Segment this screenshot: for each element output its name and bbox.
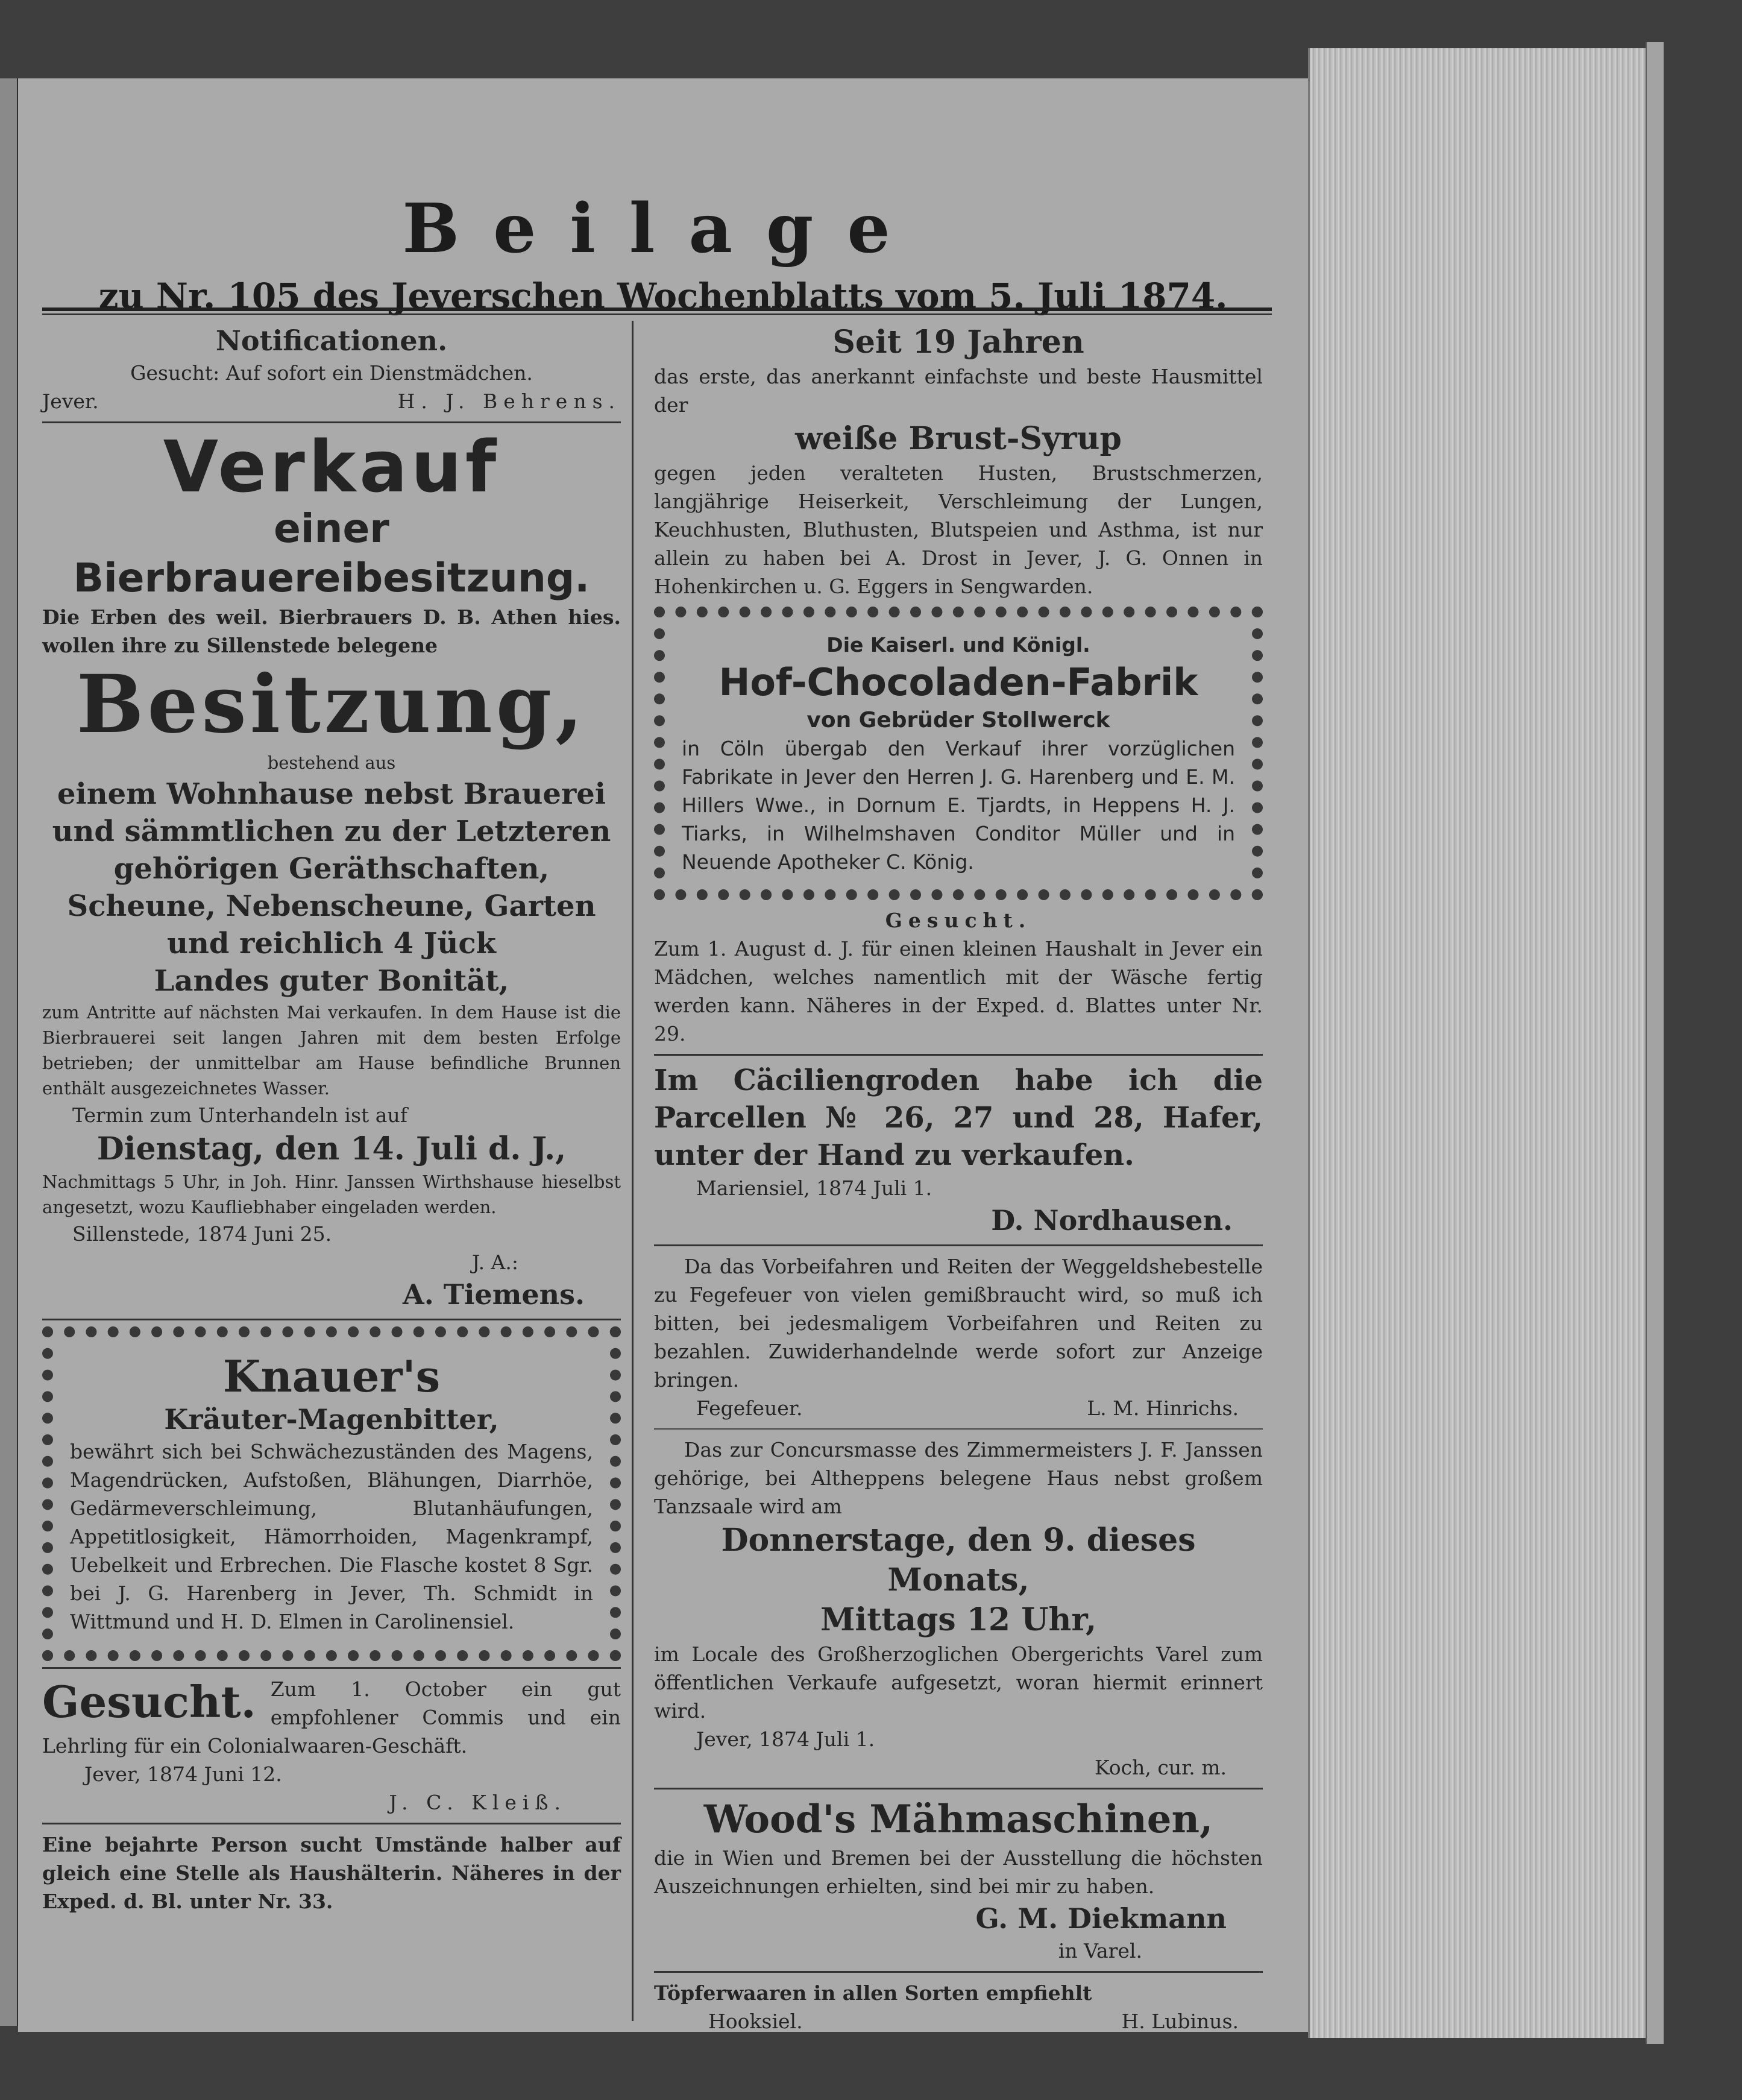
concurs-date: Donnerstage, den 9. dieses Monats, [721, 1522, 1196, 1598]
ad-wood [654, 1796, 1263, 1965]
book-cover-edge [1646, 42, 1664, 2044]
wegegeld-place: Fegefeuer. [696, 1396, 803, 1420]
toepfer-place: Hooksiel. [708, 2010, 803, 2032]
verkauf-place-date: Sillenstede, 1874 Juni 25. [72, 1222, 332, 1246]
notif-place: Jever. [42, 389, 99, 413]
verkauf-desc: einem Wohnhause nebst Brauerei und sämmtlichen zu der Letzteren gehörigen Geräthschaften, Scheune, Nebenscheune, Garten und reichlich 4 Jück [52, 777, 611, 960]
separator [42, 421, 621, 423]
ad-knauer [42, 1326, 621, 1661]
stollwerck-top: Die Kaiserl. und Königl. [826, 633, 1090, 657]
ad-gesucht-commis [42, 1675, 621, 1817]
knauer-title: Knauer's [222, 1351, 441, 1402]
notif-line: Gesucht: Auf sofort ein Dienstmädchen. [130, 361, 533, 385]
stollwerck-name: Hof-Chocoladen-Fabrik [718, 660, 1198, 704]
notif-signer: H. J. Behrens. [397, 389, 621, 413]
newspaper-page [18, 78, 1308, 2032]
column-divider [632, 321, 634, 2021]
ad-stollwerck [654, 607, 1263, 900]
masthead [18, 190, 1308, 320]
left-column [42, 323, 621, 1916]
wood-signer: G. M. Diekmann [975, 1902, 1227, 1935]
right-column [654, 323, 1263, 2032]
gesucht-body: Zum 1. August d. J. für einen kleinen Haushalt in Jever ein Mädchen, welches namentlich mit der Wäsche fertig werden kann. Näheres in der Exped. d. Blattes unter Nr. 29. [654, 937, 1263, 1045]
stollwerck-maker: von Gebrüder Stollwerck [807, 708, 1110, 733]
notif-heading: Notificationen. [215, 324, 448, 357]
toepfer-signer: H. Lubinus. [1121, 2010, 1239, 2032]
separator [42, 1319, 621, 1320]
separator [42, 1667, 621, 1669]
gesucht-heading: Gesucht. [885, 909, 1032, 932]
verkauf-subtitle: einer Bierbrauereibesitzung. [73, 505, 590, 601]
wood-title: Wood's Mähmaschinen, [703, 1797, 1213, 1842]
verkauf-title: Verkauf [163, 425, 500, 508]
ad-verkauf [42, 425, 621, 1313]
book-page-edges [1308, 48, 1647, 2038]
verkauf-detail: Nachmittags 5 Uhr, in Joh. Hinr. Janssen Wirthshause hieselbst angesetzt, wozu Kaufliebhaber eingeladen werden. [42, 1171, 621, 1217]
knauer-body: bewährt sich bei Schwächezuständen des Magens, Magendrücken, Aufstoßen, Blähungen, Diarrhöe, Gedärmeverschleimung, Blutanhäufungen, Appetitlosigkeit, Hämorrhoiden, Magenkrampf, Uebelkeit und Erbrechen. Die Flasche kostet 8 Sgr. bei J. G. Harenberg in Jever, Th. Schmidt in Wittmund und H. D. Elmen in Carolinensiel. [70, 1440, 593, 1633]
syrup-intro: das erste, das anerkannt einfachste und beste Hausmittel der [654, 365, 1263, 417]
gesucht2-signer: J. C. Kleiß. [389, 1791, 567, 1814]
masthead-subtitle: zu Nr. 105 des Jeverschen Wochenblatts vom 5. Juli 1874. [98, 276, 1228, 317]
caecilien-place-date: Mariensiel, 1874 Juli 1. [696, 1176, 932, 1200]
verkauf-landes: Landes guter Bonität, [154, 964, 509, 998]
verkauf-signer: A. Tiemens. [403, 1278, 585, 1311]
caecilien-signer: D. Nordhausen. [991, 1204, 1233, 1237]
separator [654, 1788, 1263, 1789]
gesucht2-place-date: Jever, 1874 Juni 12. [84, 1762, 282, 1786]
concurs-body: Das zur Concursmasse des Zimmermeisters J. F. Janssen gehörige, bei Altheppens belegene Haus nebst großem Tanzsaale wird am [654, 1438, 1263, 1518]
wood-place: in Varel. [1058, 1939, 1142, 1963]
gesucht2-text: Zum 1. October ein gut empfohlener Commis und ein Lehrling für ein Colonialwaaren-Geschäft. [42, 1677, 621, 1758]
separator [654, 1971, 1263, 1973]
gesucht2-word: Gesucht. [42, 1676, 256, 1727]
syrup-body: gegen jeden veralteten Husten, Brustschmerzen, langjährige Heiserkeit, Verschleimung der Lungen, Keuchhusten, Bluthusten, Blutspeien und Asthma, ist nur allein zu haben bei A. Drost in Jever, J. G. Onnen in Hohenkirchen u. G. Eggers in Sengwarden. [654, 461, 1263, 598]
ad-toepfer [654, 1979, 1263, 2032]
syrup-heading: Seit 19 Jahren [832, 324, 1084, 361]
ad-caecilien [654, 1062, 1263, 1238]
syrup-name: weiße Brust-Syrup [795, 420, 1122, 457]
verkauf-big: Besitzung, [76, 658, 587, 751]
verkauf-intro: Die Erben des weil. Bierbrauers D. B. Athen hies. wollen ihre zu Sillenstede belegene [42, 605, 621, 657]
wegegeld-signature-row [654, 1394, 1263, 1422]
masthead-title: Beilage [402, 189, 924, 268]
concurs-place-date: Jever, 1874 Juli 1. [696, 1727, 875, 1751]
ad-brustsyrup [654, 323, 1263, 601]
verkauf-body: zum Antritte auf nächsten Mai verkaufen. In dem Hause ist die Bierbrauerei seit langen Jahren mit dem besten Erfolge betrieben; der unmittelbar am Hause befindliche Brunnen enthält ausgezeichnetes Wasser. [42, 1002, 621, 1099]
ad-wegegeld [654, 1252, 1263, 1422]
stollwerck-body: in Cöln übergab den Verkauf ihrer vorzüglichen Fabrikate in Jever den Herren J. G. Harenberg und E. M. Hillers Wwe., in Dornum E. Tjardts, in Heppens H. J. Tiarks, in Wilhelmshaven Conditor Müller und in Neuende Apotheker C. König. [682, 737, 1235, 874]
ad-haushaelterin [42, 1830, 621, 1916]
masthead-rule [42, 307, 1272, 315]
verkauf-bestehend: bestehend aus [267, 752, 396, 773]
separator [654, 1428, 1263, 1430]
concurs-detail: im Locale des Großherzoglichen Obergerichts Varel zum öffentlichen Verkaufe aufgesetzt, woran hiermit erinnert wird. [654, 1642, 1263, 1723]
ad-concurs [654, 1436, 1263, 1782]
separator [42, 1823, 621, 1824]
knauer-subtitle: Kräuter-Magenbitter, [164, 1403, 499, 1436]
person-text: Eine bejahrte Person sucht Umstände halber auf gleich eine Stelle als Haushälterin. Näheres in der Exped. d. Bl. unter Nr. 33. [42, 1833, 621, 1913]
ad-gesucht-maedchen [654, 906, 1263, 1048]
separator [654, 1054, 1263, 1056]
notif-signature-row [42, 387, 621, 415]
wegegeld-signer: L. M. Hinrichs. [1087, 1396, 1239, 1420]
caecilien-text: Im Cäciliengroden habe ich die Parcellen № 26, 27 und 28, Hafer, unter der Hand zu verkaufen. [654, 1064, 1263, 1172]
concurs-signer: Koch, cur. m. [1095, 1756, 1227, 1779]
ad-notificationen [42, 323, 621, 415]
toepfer-text: Töpferwaaren in allen Sorten empfiehlt [654, 1981, 1092, 2005]
wegegeld-body: Da das Vorbeifahren und Reiten der Weggeldshebestelle zu Fegefeuer von vielen gemißbraucht wird, so muß ich bitten, bei jedesmaligem Vorbeifahren und Reiten zu bezahlen. Zuwiderhandelnde werde sofort zur Anzeige bringen. [654, 1255, 1263, 1392]
concurs-time: Mittags 12 Uhr, [820, 1601, 1097, 1638]
verkauf-date: Dienstag, den 14. Juli d. J., [96, 1130, 567, 1167]
verkauf-termin: Termin zum Unterhandeln ist auf [72, 1103, 407, 1127]
wood-body: die in Wien und Bremen bei der Ausstellung die höchsten Auszeichnungen erhielten, sind bei mir zu haben. [654, 1846, 1263, 1898]
toepfer-signature-row [654, 2007, 1263, 2032]
separator [654, 1244, 1263, 1246]
verkauf-ia: J. A.: [471, 1250, 518, 1274]
previous-page-edge [0, 78, 18, 2026]
